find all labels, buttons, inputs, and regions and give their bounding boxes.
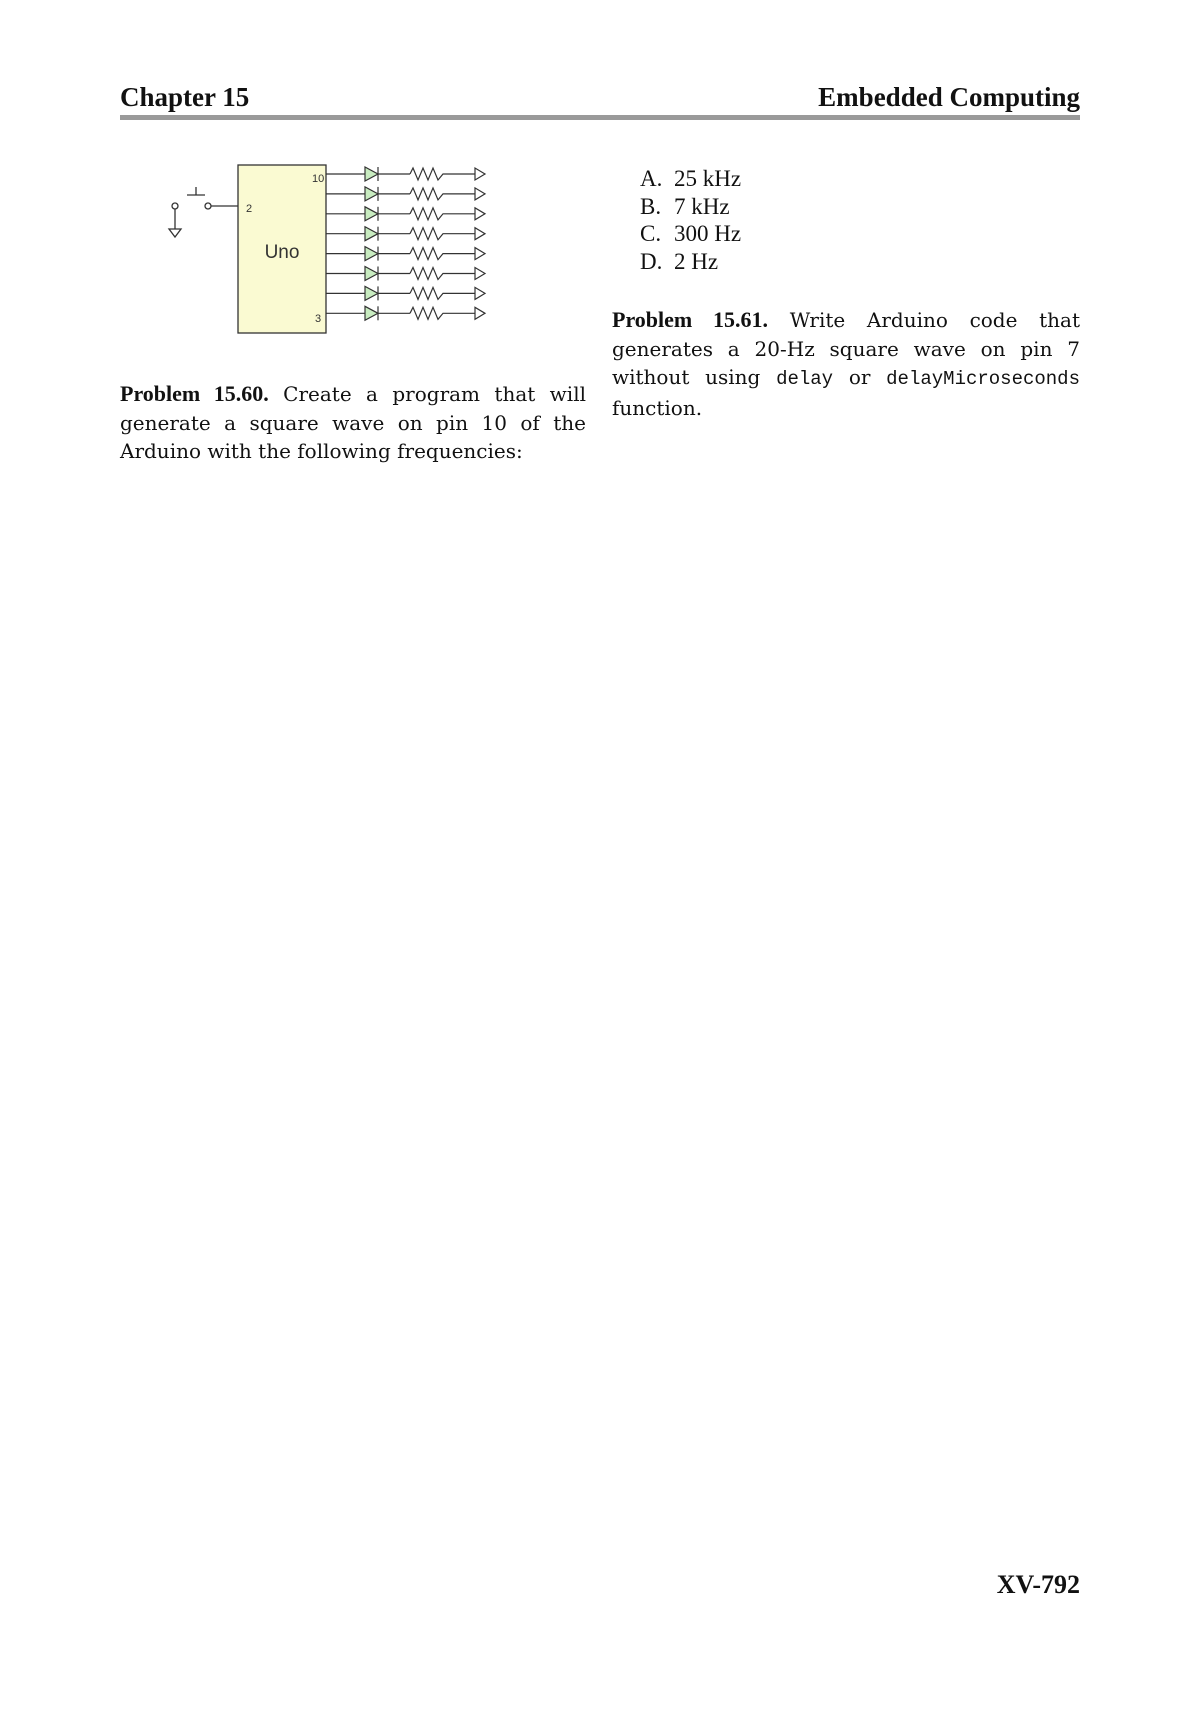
choice-c: C. 300 Hz: [640, 221, 742, 246]
led-icon: [365, 267, 378, 281]
output-terminal-icon: [475, 208, 485, 220]
led-row: [326, 227, 485, 241]
output-terminal-icon: [475, 307, 485, 319]
led-icon: [365, 227, 378, 241]
board-label: Uno: [264, 242, 300, 263]
push-button-switch: [172, 187, 238, 229]
resistor-icon: [410, 208, 475, 220]
problem-15-61: Problem 15.61. Write Arduino code that generates a 20-Hz square wave on pin 7 without using delay or delayMicroseconds function.: [612, 307, 1080, 420]
output-terminal-icon: [475, 168, 485, 180]
led-icon: [365, 306, 378, 320]
led-row: [326, 286, 485, 300]
problem-15-60-text: Create a program that will generate a square wave on pin 10 of the Arduino with the following frequencies:: [120, 382, 586, 463]
led-icon: [365, 247, 378, 261]
choice-b: B. 7 kHz: [640, 193, 730, 219]
led-icon: [365, 187, 378, 201]
arduino-led-circuit-figure: [175, 165, 545, 365]
right-column: [612, 165, 1080, 422]
choice-d: D. 2 Hz: [640, 248, 719, 274]
resistor-icon: [410, 248, 475, 260]
resistor-icon: [410, 228, 475, 240]
frequency-choices: [612, 165, 1080, 275]
output-terminal-icon: [475, 287, 485, 299]
led-rows: [326, 167, 485, 320]
resistor-icon: [410, 268, 475, 280]
output-terminal-icon: [475, 188, 485, 200]
chapter-title: Embedded Computing: [818, 82, 1080, 112]
led-icon: [365, 167, 378, 181]
page-number: XV-792: [996, 1570, 1080, 1599]
circuit-diagram: [175, 165, 545, 365]
resistor-icon: [410, 188, 475, 200]
header-rule: [120, 115, 1080, 120]
code-delay: delay: [776, 368, 834, 390]
pin-3-label: 3: [315, 313, 322, 325]
led-row: [326, 247, 485, 261]
problem-15-60: [120, 380, 586, 466]
choice-a: A. 25 kHz: [640, 166, 742, 191]
problem-15-60-title: Problem 15.60.: [120, 381, 269, 406]
page-header: [120, 80, 1080, 116]
pin-2-label: 2: [246, 203, 253, 215]
output-terminal-icon: [475, 248, 485, 260]
led-row: [326, 167, 485, 181]
resistor-icon: [410, 168, 475, 180]
left-column: [120, 380, 586, 466]
ground-symbol: [169, 229, 181, 237]
pin-10-label: 10: [312, 173, 325, 185]
led-row: [326, 267, 485, 281]
led-row: [326, 207, 485, 221]
chapter-label: Chapter 15: [120, 82, 250, 112]
output-terminal-icon: [475, 268, 485, 280]
led-row: [326, 187, 485, 201]
led-row: [326, 306, 485, 320]
resistor-icon: [410, 287, 475, 299]
led-icon: [365, 207, 378, 221]
led-icon: [365, 286, 378, 300]
code-delay-microseconds: delayMicroseconds: [886, 368, 1080, 390]
output-terminal-icon: [475, 228, 485, 240]
problem-15-61-title: Problem 15.61.: [612, 307, 769, 332]
resistor-icon: [410, 307, 475, 319]
